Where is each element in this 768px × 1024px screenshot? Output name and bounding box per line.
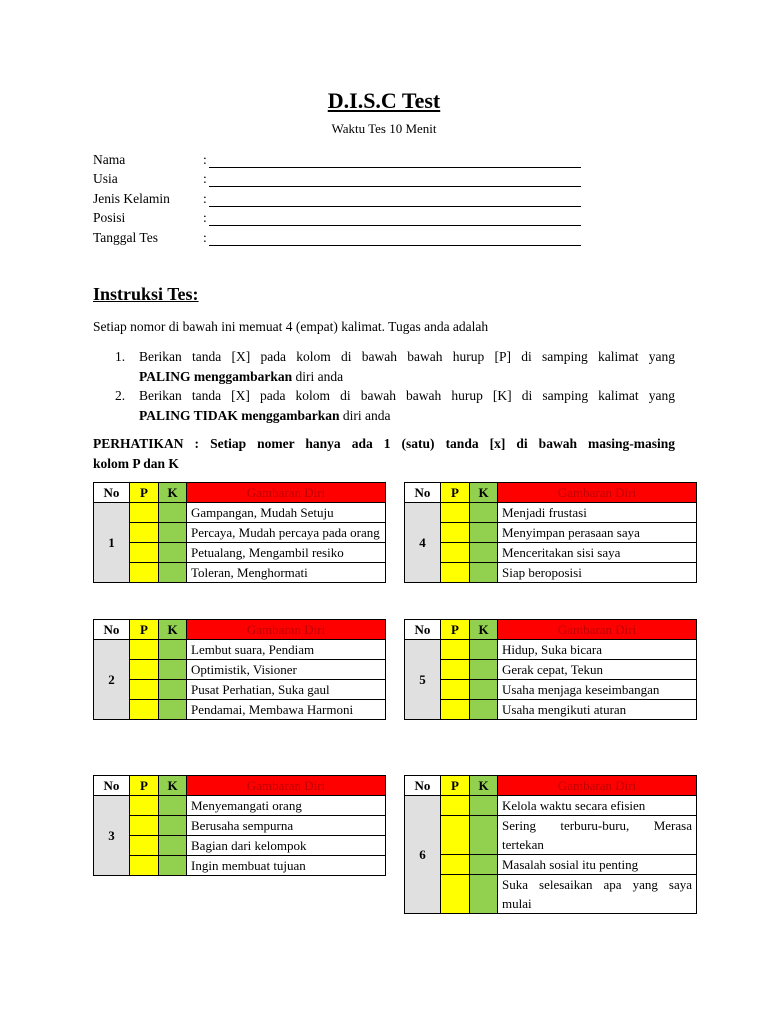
statement-text: Toleran, Menghormati <box>187 563 386 583</box>
instructions-heading: Instruksi Tes: <box>93 284 199 304</box>
k-checkbox-cell[interactable] <box>159 796 187 816</box>
p-checkbox-cell[interactable] <box>441 816 470 855</box>
statement-text: Berusaha sempurna <box>187 816 386 836</box>
instructions-list <box>93 347 675 425</box>
field-colon: : <box>203 171 207 186</box>
field-colon: : <box>203 210 207 225</box>
p-checkbox-cell[interactable] <box>441 660 470 680</box>
statement-text: Menceritakan sisi saya <box>498 543 697 563</box>
statement-text: Ingin membuat tujuan <box>187 856 386 876</box>
p-checkbox-cell[interactable] <box>441 680 470 700</box>
field-tanggal-tes <box>93 226 581 246</box>
instructions-intro: Setiap nomor di bawah ini memuat 4 (empat) kalimat. Tugas anda adalah <box>93 319 489 334</box>
table-row <box>405 563 697 583</box>
statement-text: Sering terburu-buru, Merasa tertekan <box>498 816 697 855</box>
statement-text: Menyemangati orang <box>187 796 386 816</box>
instruction-item <box>93 386 675 425</box>
p-checkbox-cell[interactable] <box>130 796 159 816</box>
table-row <box>405 503 697 523</box>
header-no: No <box>94 776 130 796</box>
k-checkbox-cell[interactable] <box>470 875 498 914</box>
notice-line: PERHATIKAN : Setiap nomer hanya ada 1 (satu) tanda [x] di bawah masing-masing <box>93 436 675 451</box>
field-colon: : <box>203 229 207 245</box>
header-p: P <box>130 620 159 640</box>
table-row <box>94 543 386 563</box>
p-checkbox-cell[interactable] <box>441 855 470 875</box>
p-checkbox-cell[interactable] <box>441 563 470 583</box>
table-row <box>94 836 386 856</box>
field-label: Usia <box>93 171 118 186</box>
group-number: 2 <box>94 640 130 720</box>
instruction-line: Berikan tanda [X] pada kolom di bawah bawah hurup [K] di samping kalimat yang <box>139 388 675 403</box>
instruction-emphasis: PALING menggambarkan <box>139 368 293 384</box>
statement-text: Gerak cepat, Tekun <box>498 660 697 680</box>
header-gambaran-diri: Gambaran Diri <box>498 776 697 796</box>
notice <box>93 434 675 473</box>
p-checkbox-cell[interactable] <box>130 660 159 680</box>
k-checkbox-cell[interactable] <box>470 796 498 816</box>
k-checkbox-cell[interactable] <box>159 523 187 543</box>
table-row <box>94 796 386 816</box>
header-gambaran-diri: Gambaran Diri <box>498 620 697 640</box>
p-checkbox-cell[interactable] <box>441 503 470 523</box>
instruction-line: Berikan tanda [X] pada kolom di bawah bawah hurup [P] di samping kalimat yang <box>139 349 675 364</box>
table-row <box>405 640 697 660</box>
statement-text: Suka selesaikan apa yang saya mulai <box>498 875 697 914</box>
table-row <box>405 796 697 816</box>
statement-text: Menjadi frustasi <box>498 503 697 523</box>
table-row <box>405 855 697 875</box>
p-checkbox-cell[interactable] <box>130 680 159 700</box>
p-checkbox-cell[interactable] <box>130 836 159 856</box>
disc-table-3 <box>93 775 386 876</box>
header-no: No <box>405 776 441 796</box>
name-input-line[interactable] <box>209 155 581 168</box>
p-checkbox-cell[interactable] <box>130 543 159 563</box>
p-checkbox-cell[interactable] <box>130 856 159 876</box>
p-checkbox-cell[interactable] <box>441 640 470 660</box>
k-checkbox-cell[interactable] <box>159 563 187 583</box>
field-label: Posisi <box>93 210 126 225</box>
instruction-emphasis: PALING TIDAK menggambarkan <box>139 407 340 423</box>
field-colon: : <box>203 190 207 206</box>
header-no: No <box>405 620 441 640</box>
notice-line: kolom P dan K <box>93 455 179 471</box>
p-checkbox-cell[interactable] <box>130 563 159 583</box>
statement-text: Usaha menjaga keseimbangan <box>498 680 697 700</box>
header-gambaran-diri: Gambaran Diri <box>187 483 386 503</box>
p-checkbox-cell[interactable] <box>441 543 470 563</box>
k-checkbox-cell[interactable] <box>470 816 498 855</box>
k-checkbox-cell[interactable] <box>159 836 187 856</box>
header-k: K <box>159 483 187 503</box>
p-checkbox-cell[interactable] <box>441 875 470 914</box>
header-p: P <box>130 776 159 796</box>
header-k: K <box>470 620 498 640</box>
header-k: K <box>159 776 187 796</box>
table-row <box>94 640 386 660</box>
disc-table-4 <box>404 482 697 583</box>
instruction-rest: diri anda <box>339 407 391 423</box>
table-row <box>405 700 697 720</box>
statement-text: Percaya, Mudah percaya pada orang <box>187 523 386 543</box>
p-checkbox-cell[interactable] <box>130 640 159 660</box>
header-gambaran-diri: Gambaran Diri <box>187 776 386 796</box>
age-input-line[interactable] <box>209 174 581 187</box>
k-checkbox-cell[interactable] <box>159 856 187 876</box>
statement-text: Siap beroposisi <box>498 563 697 583</box>
k-checkbox-cell[interactable] <box>470 680 498 700</box>
k-checkbox-cell[interactable] <box>470 700 498 720</box>
header-p: P <box>441 776 470 796</box>
k-checkbox-cell[interactable] <box>470 640 498 660</box>
group-number: 3 <box>94 796 130 876</box>
group-number: 6 <box>405 796 441 914</box>
header-gambaran-diri: Gambaran Diri <box>187 620 386 640</box>
k-checkbox-cell[interactable] <box>159 680 187 700</box>
gender-input-line[interactable] <box>209 194 581 207</box>
field-jenis-kelamin <box>93 187 581 207</box>
test-date-input-line[interactable] <box>209 233 581 246</box>
header-no: No <box>94 483 130 503</box>
group-number: 1 <box>94 503 130 583</box>
k-checkbox-cell[interactable] <box>470 523 498 543</box>
table-row <box>405 543 697 563</box>
position-input-line[interactable] <box>209 213 581 226</box>
statement-text: Hidup, Suka bicara <box>498 640 697 660</box>
field-usia <box>93 168 581 188</box>
field-posisi <box>93 207 581 227</box>
table-row <box>405 660 697 680</box>
statement-text: Bagian dari kelompok <box>187 836 386 856</box>
k-checkbox-cell[interactable] <box>159 503 187 523</box>
statement-text: Pusat Perhatian, Suka gaul <box>187 680 386 700</box>
p-checkbox-cell[interactable] <box>130 700 159 720</box>
instruction-number: 2. <box>115 388 126 403</box>
k-checkbox-cell[interactable] <box>159 816 187 836</box>
k-checkbox-cell[interactable] <box>470 855 498 875</box>
instruction-rest: diri anda <box>292 368 344 384</box>
p-checkbox-cell[interactable] <box>441 523 470 543</box>
group-number: 4 <box>405 503 441 583</box>
disc-table-2 <box>93 619 386 720</box>
k-checkbox-cell[interactable] <box>159 700 187 720</box>
p-checkbox-cell[interactable] <box>441 700 470 720</box>
field-nama <box>93 148 581 168</box>
k-checkbox-cell[interactable] <box>159 640 187 660</box>
statement-text: Kelola waktu secara efisien <box>498 796 697 816</box>
k-checkbox-cell[interactable] <box>470 543 498 563</box>
identity-fields <box>93 148 581 246</box>
statement-text: Pendamai, Membawa Harmoni <box>187 700 386 720</box>
header-k: K <box>470 483 498 503</box>
disc-table-5 <box>404 619 697 720</box>
instruction-item <box>93 347 675 386</box>
header-no: No <box>94 620 130 640</box>
statement-text: Usaha mengikuti aturan <box>498 700 697 720</box>
table-row <box>94 660 386 680</box>
p-checkbox-cell[interactable] <box>130 816 159 836</box>
header-gambaran-diri: Gambaran Diri <box>498 483 697 503</box>
p-checkbox-cell[interactable] <box>130 503 159 523</box>
k-checkbox-cell[interactable] <box>159 660 187 680</box>
instruction-text <box>139 347 675 386</box>
statement-text: Optimistik, Visioner <box>187 660 386 680</box>
header-no: No <box>405 483 441 503</box>
statement-text: Lembut suara, Pendiam <box>187 640 386 660</box>
statement-text: Petualang, Mengambil resiko <box>187 543 386 563</box>
table-row <box>94 503 386 523</box>
disc-table-1 <box>93 482 386 583</box>
header-k: K <box>159 620 187 640</box>
statement-text: Menyimpan perasaan saya <box>498 523 697 543</box>
header-k: K <box>470 776 498 796</box>
page-title: D.I.S.C Test <box>327 88 441 113</box>
k-checkbox-cell[interactable] <box>159 543 187 563</box>
field-label: Jenis Kelamin <box>93 190 170 206</box>
k-checkbox-cell[interactable] <box>470 660 498 680</box>
statement-text: Masalah sosial itu penting <box>498 855 697 875</box>
p-checkbox-cell[interactable] <box>130 523 159 543</box>
table-row <box>94 563 386 583</box>
field-colon: : <box>203 151 207 167</box>
p-checkbox-cell[interactable] <box>441 796 470 816</box>
statement-text: Gampangan, Mudah Setuju <box>187 503 386 523</box>
instruction-number: 1. <box>115 349 126 364</box>
group-number: 5 <box>405 640 441 720</box>
disc-table-6 <box>404 775 697 914</box>
field-label: Nama <box>93 151 126 167</box>
instruction-text <box>139 386 675 425</box>
field-label: Tanggal Tes <box>93 229 158 245</box>
header-p: P <box>441 620 470 640</box>
header-p: P <box>130 483 159 503</box>
page-subtitle: Waktu Tes 10 Menit <box>331 121 437 136</box>
k-checkbox-cell[interactable] <box>470 563 498 583</box>
k-checkbox-cell[interactable] <box>470 503 498 523</box>
header-p: P <box>441 483 470 503</box>
